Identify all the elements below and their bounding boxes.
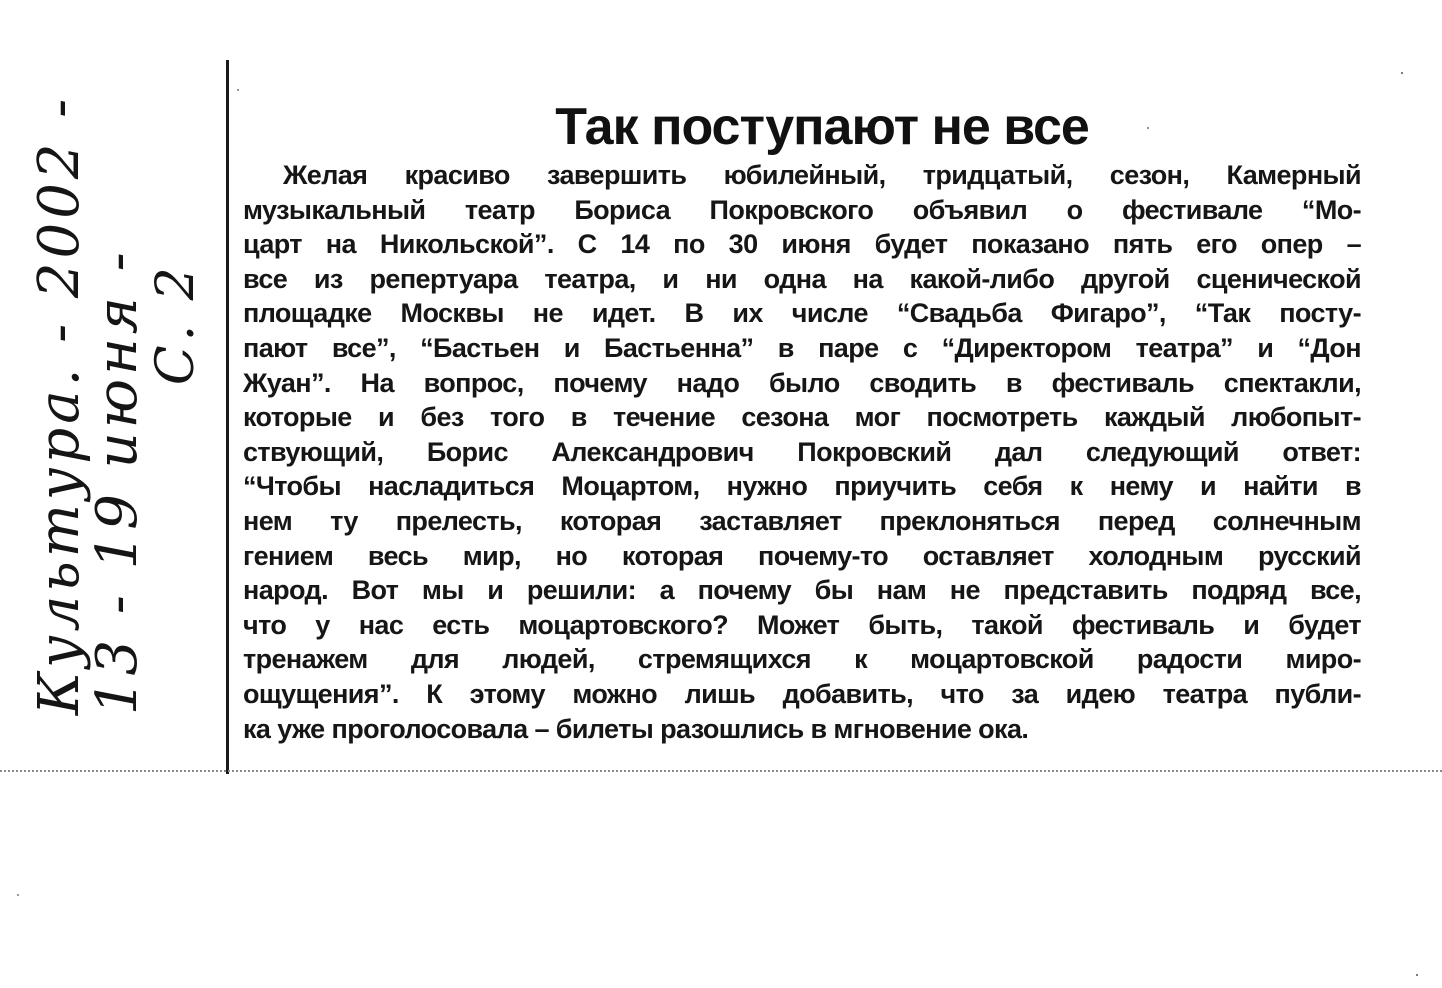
body-line: ка уже проголосовала – билеты разошлись в мгновение ока. <box>243 713 1029 744</box>
body-line: тренажем для людей, стремящихся к моцартовской радости миро- <box>243 644 1361 675</box>
newspaper-article <box>243 96 1361 746</box>
body-line: ощущения”. К этому можно лишь добавить, что за идею театра публи- <box>243 678 1361 709</box>
annotation-page: С. 2 <box>146 263 206 386</box>
body-line: Жуан”. На вопрос, почему надо было сводить в фестиваль спектакли, <box>243 367 1361 398</box>
body-line: которые и без того в течение сезона мог посмотреть каждый любопыт- <box>243 402 1361 433</box>
body-line: что у нас есть моцартовского? Может быть, такой фестиваль и будет <box>243 609 1361 640</box>
article-headline: Так поступают не все <box>555 98 1089 156</box>
annotation-date: 13 - 19 июня - <box>85 248 150 716</box>
body-line: гением весь мир, но которая почему-то оставляет холодным русский <box>243 540 1361 571</box>
body-line: народ. Вот мы и решили: а почему бы нам не представить подряд все, <box>243 575 1361 606</box>
body-line: “Чтобы насладиться Моцартом, нужно приучить себя к нему и найти в <box>243 471 1361 502</box>
body-line: музыкальный театр Бориса Покровского объявил о фестивале “Мо- <box>243 194 1361 225</box>
clipping-left-rule <box>226 60 229 774</box>
article-body <box>243 158 1361 746</box>
body-line: Желая красиво завершить юбилейный, тридцатый, сезон, Камерный <box>283 160 1361 190</box>
annotation-source: Культура. - 2002 - <box>27 94 92 716</box>
body-line: царт на Никольской”. С 14 по 30 июня будет показано пять его опер – <box>243 229 1361 260</box>
body-line: все из репертуара театра, и ни одна на какой-либо другой сценической <box>243 263 1361 294</box>
body-line: ствующий, Борис Александрович Покровский дал следующий ответ: <box>243 436 1361 467</box>
body-line: нем ту прелесть, которая заставляет преклоняться перед солнечным <box>243 505 1361 536</box>
clipping-cut-line <box>0 770 1442 772</box>
body-line: площадке Москвы не идет. В их числе “Свадьба Фигаро”, “Так посту- <box>243 298 1361 329</box>
body-line: пают все”, “Бастьен и Бастьенна” в паре с “Директором театра” и “Дон <box>243 332 1361 363</box>
